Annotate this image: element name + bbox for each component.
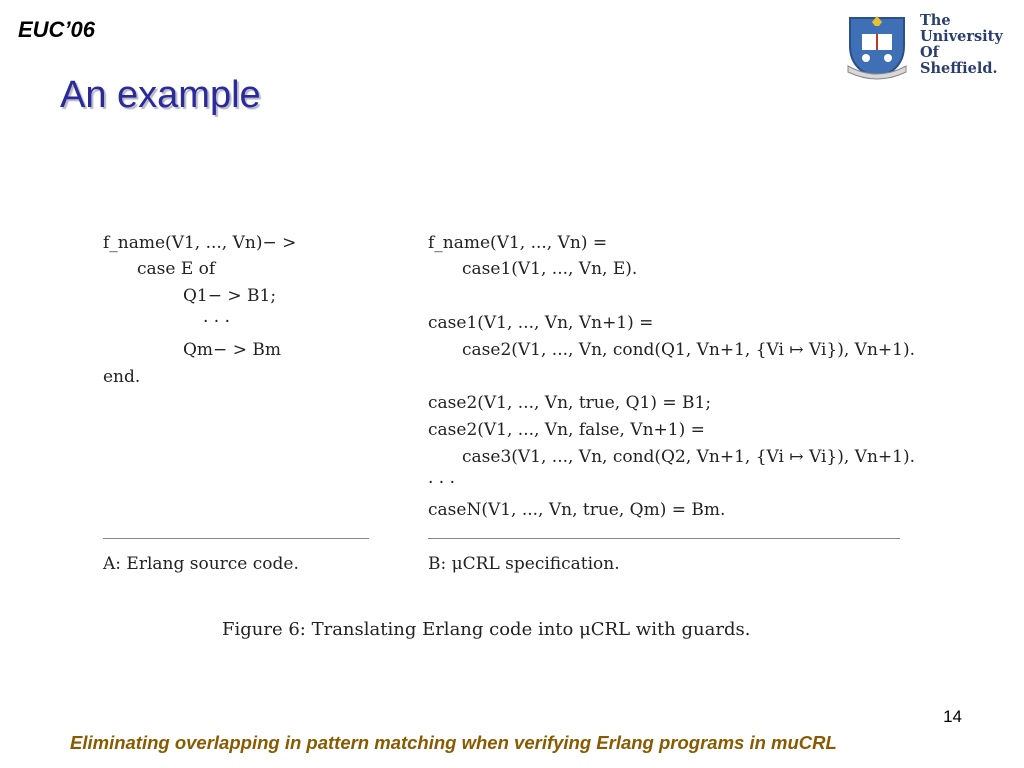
- mucrl-line: · · ·: [428, 473, 456, 493]
- shield-crest-icon: [842, 12, 912, 82]
- divider-right: [428, 538, 900, 539]
- subfigure-label-a: A: Erlang source code.: [103, 554, 299, 574]
- erlang-line: case E of: [137, 259, 216, 279]
- logo-line: Of: [920, 44, 939, 61]
- mucrl-line: case1(V1, ..., Vn, Vn+1) =: [428, 313, 654, 333]
- mucrl-line: case1(V1, ..., Vn, E).: [462, 259, 638, 279]
- slide-title: An example: [60, 74, 261, 116]
- logo-line: The: [920, 12, 951, 29]
- mucrl-line: case2(V1, ..., Vn, true, Q1) = B1;: [428, 393, 712, 413]
- mucrl-line: case2(V1, ..., Vn, false, Vn+1) =: [428, 420, 705, 440]
- divider-left: [103, 538, 369, 539]
- figure-caption: Figure 6: Translating Erlang code into μCRL with guards.: [222, 619, 751, 640]
- page-number: 14: [943, 707, 962, 726]
- footer-title: Eliminating overlapping in pattern matching when verifying Erlang programs in muCRL: [70, 732, 837, 753]
- erlang-line: end.: [103, 367, 141, 387]
- mucrl-line: case3(V1, ..., Vn, cond(Q2, Vn+1, {Vi ↦ Vi}), Vn+1).: [462, 447, 915, 467]
- mucrl-line: case2(V1, ..., Vn, cond(Q1, Vn+1, {Vi ↦ Vi}), Vn+1).: [462, 340, 915, 360]
- mucrl-line: f_name(V1, ..., Vn) =: [428, 233, 608, 253]
- erlang-line: Qm− > Bm: [183, 340, 281, 360]
- logo-line: University: [920, 28, 1003, 45]
- mucrl-line: caseN(V1, ..., Vn, true, Qm) = Bm.: [428, 500, 726, 520]
- erlang-line: · · ·: [203, 312, 231, 332]
- erlang-line: f_name(V1, ..., Vn)− >: [103, 233, 297, 253]
- logo-line: Sheffield.: [920, 60, 998, 77]
- conference-label: EUC’06: [18, 17, 96, 42]
- university-logo: [828, 4, 1018, 94]
- subfigure-label-b: B: μCRL specification.: [428, 554, 620, 574]
- erlang-line: Q1− > B1;: [183, 286, 277, 306]
